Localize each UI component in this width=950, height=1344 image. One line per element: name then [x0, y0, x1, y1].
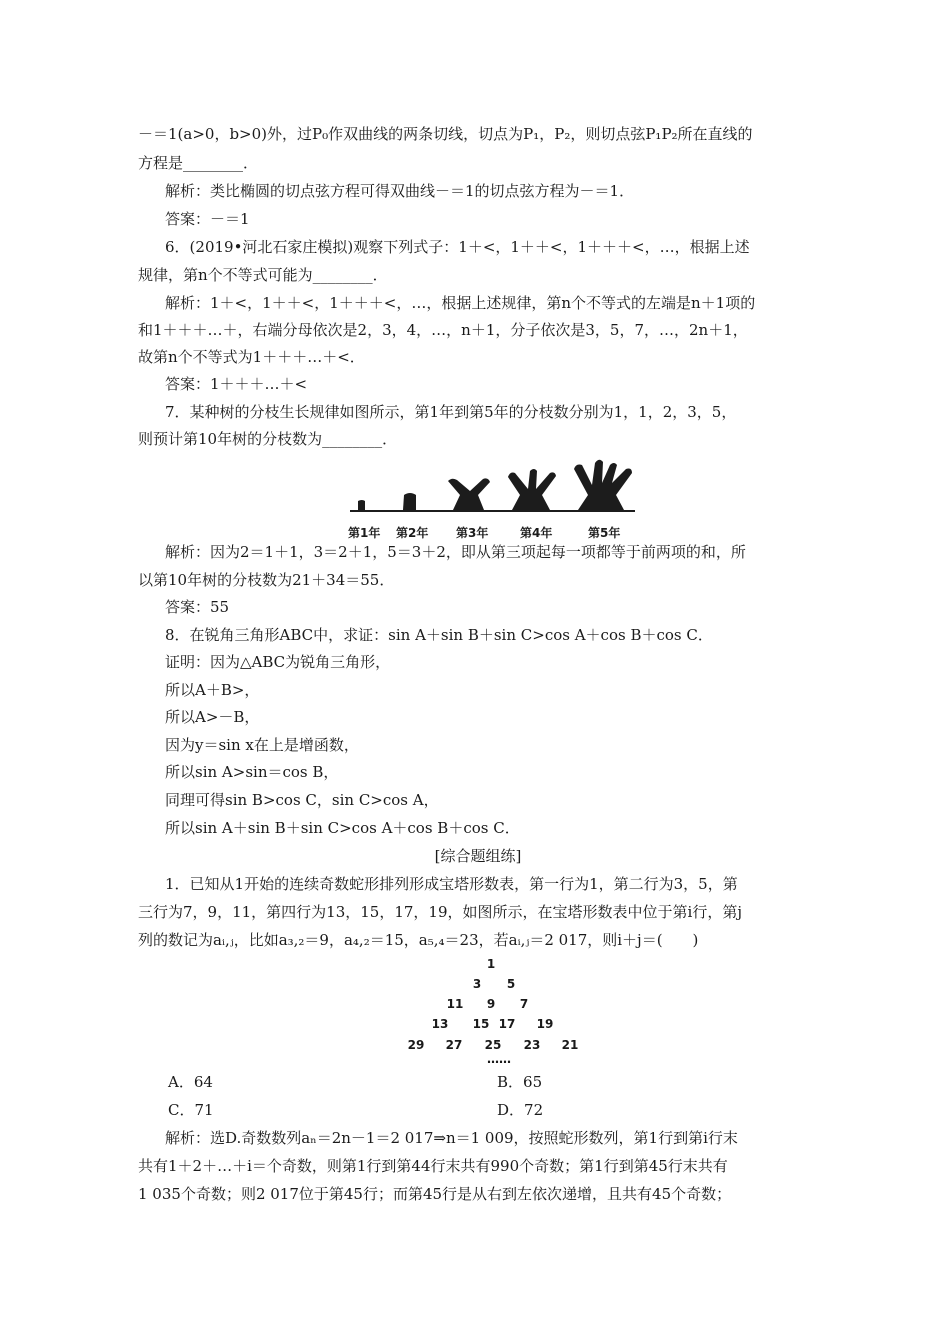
section-heading: [综合题组练]: [434, 847, 522, 865]
text-line: 答案：1＋＋＋…＋<: [165, 375, 308, 393]
tree-year-4: [508, 469, 556, 510]
tree-label-year-5: 第5年: [588, 526, 621, 540]
text-line: 和1＋＋＋…＋，右端分母依次是2，3，4，…，n＋1，分子依次是3，5，7，…，2n＋1，: [138, 321, 748, 339]
tree-year-3: [448, 478, 490, 510]
question-8: 8．在锐角三角形ABC中，求证：sin A＋sin B＋sin C>cos A＋cos B＋cos C．: [165, 626, 713, 644]
tree-year-1: [358, 500, 365, 510]
question-6: 6．(2019•河北石家庄模拟)观察下列式子：1＋<，1＋＋<，1＋＋＋<，…，根据上述: [165, 238, 750, 256]
tree-label-year-2: 第2年: [396, 526, 429, 540]
question-1: 1．已知从1开始的连续奇数蛇形排列形成宝塔形数表，第一行为1，第二行为3，5，第: [165, 875, 738, 893]
table-number: 1: [486, 957, 496, 971]
text-line: 所以A＋B>，: [165, 681, 260, 699]
tree-growth-figure: [340, 455, 640, 540]
tree-year-5: [574, 460, 632, 510]
text-line: 1 035个奇数；则2 017位于第45行；而第45行是从右到左依次递增，且共有45个奇数；: [138, 1185, 732, 1203]
text-line: 所以sin A＋sin B＋sin C>cos A＋cos B＋cos C．: [165, 819, 520, 837]
option-b: B．65: [497, 1073, 543, 1091]
tree-label-year-1: 第1年: [348, 526, 381, 540]
option-c: C．71: [168, 1101, 214, 1119]
table-number: 5: [506, 977, 516, 991]
text-line: 解析：选D.奇数数列aₙ＝2n－1＝2 017⇒n＝1 009，按照蛇形数列，第1行到第i行末: [165, 1129, 738, 1147]
table-number: 23: [523, 1038, 541, 1052]
tree-silhouettes: [340, 455, 640, 525]
table-number: 21: [561, 1038, 579, 1052]
table-number: 9: [486, 997, 496, 1011]
table-ellipsis: ……: [487, 1052, 511, 1066]
text-line: 规律，第n个不等式可能为________．: [138, 266, 388, 284]
question-7: 7．某种树的分枝生长规律如图所示，第1年到第5年的分枝数分别为1，1，2，3，5，: [165, 403, 737, 421]
table-number: 13: [431, 1017, 449, 1031]
table-number: 25: [484, 1038, 502, 1052]
table-number: 15: [472, 1017, 490, 1031]
text-line: －＝1(a>0，b>0)外，过P₀作双曲线的两条切线，切点为P₁，P₂，则切点弦P₁P₂所在直线的: [138, 125, 753, 143]
text-line: 列的数记为aᵢ,ⱼ，比如a₃,₂＝9，a₄,₂＝15，a₅,₄＝23，若aᵢ,ⱼ＝2 017，则i＋j＝( ): [138, 931, 699, 949]
text-line: 证明：因为△ABC为锐角三角形，: [165, 653, 391, 671]
option-d: D．72: [497, 1101, 544, 1119]
text-line: 以第10年树的分枝数为21＋34＝55．: [138, 571, 395, 589]
tree-year-2: [403, 493, 416, 510]
text-line: 方程是________．: [138, 154, 259, 172]
text-line: 三行为7，9，11，第四行为13，15，17，19，如图所示，在宝塔形数表中位于第i行，第j: [138, 903, 742, 921]
table-number: 7: [519, 997, 529, 1011]
table-number: 17: [498, 1017, 516, 1031]
text-line: 所以sin A>sin＝cos B，: [165, 763, 339, 781]
text-line: 同理可得sin B>cos C，sin C>cos A，: [165, 791, 439, 809]
text-line: 则预计第10年树的分枝数为________．: [138, 430, 398, 448]
text-line: 解析：类比椭圆的切点弦方程可得双曲线－＝1的切点弦方程为－＝1．: [165, 182, 635, 200]
text-line: 故第n个不等式为1＋＋＋…＋<．: [138, 348, 365, 366]
text-line: 因为y＝sin x在上是增函数，: [165, 736, 359, 754]
table-number: 29: [407, 1038, 425, 1052]
table-number: 19: [536, 1017, 554, 1031]
table-number: 27: [445, 1038, 463, 1052]
text-line: 解析：1＋<，1＋＋<，1＋＋＋<，…，根据上述规律，第n个不等式的左端是n＋1项的: [165, 294, 756, 312]
text-line: 所以A>－B，: [165, 708, 260, 726]
table-number: 11: [446, 997, 464, 1011]
table-number: 3: [472, 977, 482, 991]
option-a: A．64: [168, 1073, 213, 1091]
tree-label-year-3: 第3年: [456, 526, 489, 540]
tree-label-year-4: 第4年: [520, 526, 553, 540]
text-line: 答案：55: [165, 598, 230, 616]
text-line: 解析：因为2＝1＋1，3＝2＋1，5＝3＋2，即从第三项起每一项都等于前两项的和，所: [165, 543, 746, 561]
text-line: 共有1＋2＋…＋i＝个奇数，则第1行到第44行末共有990个奇数；第1行到第45行末共有: [138, 1157, 728, 1175]
text-line: 答案：－＝1: [165, 210, 250, 228]
